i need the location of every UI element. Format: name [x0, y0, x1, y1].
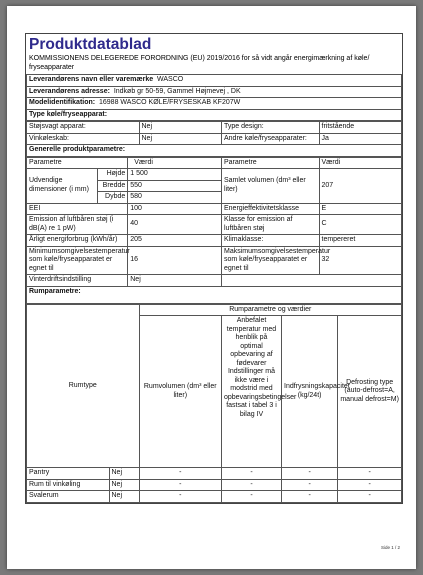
other-value: Ja: [319, 133, 402, 145]
annual-energy-label: Årligt energiforbrug (kWh/år): [27, 235, 128, 247]
energy-class-label: Energieffektivitetsklasse: [222, 203, 320, 215]
room-params-header: Rumparametre og værdier: [139, 304, 402, 316]
other-label: Andre køle/fryseapparater:: [222, 133, 320, 145]
empty-cell: [222, 275, 402, 287]
supplier-table: [26, 74, 402, 121]
value-header-2: Værdi: [319, 157, 402, 169]
annual-energy-value: 205: [128, 235, 222, 247]
max-temp-label: Maksimumsomgivelsestemperatur som køle/fryseapparatet er egnet til: [222, 246, 320, 275]
param-header: Parametre: [27, 157, 128, 169]
min-temp-value: 16: [128, 246, 222, 275]
address-row: Leverandørens adresse: Indkøb gr 50-59, Gammel Højmevej , DK: [27, 86, 402, 98]
width-label: Bredde: [98, 180, 128, 192]
defrost-type-header: Defrosting type (auto-defrost=A, manual defrost=M): [338, 316, 402, 468]
type-table: [26, 121, 402, 157]
page-title: Produktdatablad: [29, 36, 152, 53]
climate-value: tempereret: [319, 235, 402, 247]
volume-header: Rumvolumen (dm³ eller liter): [139, 316, 222, 468]
roomtype-header: Rumtype: [27, 304, 140, 468]
height-label: Højde: [98, 169, 128, 181]
param-header-2: Parametre: [222, 157, 320, 169]
eei-value: 100: [128, 203, 222, 215]
type-header: Type køle/fryseapparat:: [27, 109, 402, 121]
design-label: Type design:: [222, 122, 320, 134]
design-value: fritstående: [319, 122, 402, 134]
freeze-capacity-header: Indfrysningskapacitet (kg/24t): [282, 316, 338, 468]
depth-label: Dybde: [98, 192, 128, 204]
table-row: Svalerum Nej - - - -: [27, 491, 402, 503]
total-volume-label: Samlet volumen (dm³ eller liter): [222, 169, 320, 204]
depth-value: 580: [128, 192, 222, 204]
height-value: 1 500: [128, 169, 222, 181]
width-value: 550: [128, 180, 222, 192]
climate-label: Klimaklasse:: [222, 235, 320, 247]
room-params-table: [26, 304, 402, 503]
energy-class-value: E: [319, 203, 402, 215]
quiet-label: Støjsvagt apparat:: [27, 122, 140, 134]
page-number: Side 1 / 2: [380, 545, 400, 550]
winter-label: Vinterdriftsindstilling: [27, 275, 128, 287]
min-temp-label: Minimumsomgivelsestemperatur som køle/fryseapparatet er egnet til: [27, 246, 128, 275]
max-temp-value: 32: [319, 246, 402, 275]
model-row: Modelidentifikation: 16988 WASCO KØLE/FRYSESKAB KF207W: [27, 98, 402, 110]
noise-class-value: C: [319, 215, 402, 235]
regulation-subtitle: KOMMISSIONENS DELEGEREDE FORORDNING (EU) 2019/2016 for så vidt angår energimærkning af køle/ fryseapparater: [29, 55, 370, 71]
table-row: Rum til vinkøling Nej - - - -: [27, 479, 402, 491]
supplier-row: Leverandørens navn eller varemærke WASCO: [27, 75, 402, 87]
noise-label: Emission af luftbåren støj (i dB(A) re 1 pW): [27, 215, 128, 235]
document-page: [7, 6, 416, 569]
dims-label: Udvendige dimensioner (i mm): [27, 169, 98, 204]
general-params-table: [26, 157, 402, 304]
value-header: Værdi: [128, 157, 222, 169]
datasheet-frame: [25, 33, 403, 504]
general-header: Generelle produktparametre:: [27, 145, 402, 157]
winter-value: Nej: [128, 275, 222, 287]
recommended-temp-header: Anbefalet temperatur med henblik på optimal opbevaring af fødevarer Indstillinger må ikke være i modstrid med opbevaringsbetingelser fastsat i tabel 3 i bilag IV: [222, 316, 282, 468]
noise-class-label: Klasse for emission af luftbåren støj: [222, 215, 320, 235]
table-row: Pantry Nej - - - -: [27, 468, 402, 480]
quiet-value: Nej: [139, 122, 222, 134]
eei-label: EEI: [27, 203, 128, 215]
wine-value: Nej: [139, 133, 222, 145]
room-header: Rumparametre:: [27, 286, 402, 303]
wine-label: Vinkøleskab:: [27, 133, 140, 145]
total-volume-value: 207: [319, 169, 402, 204]
noise-value: 40: [128, 215, 222, 235]
